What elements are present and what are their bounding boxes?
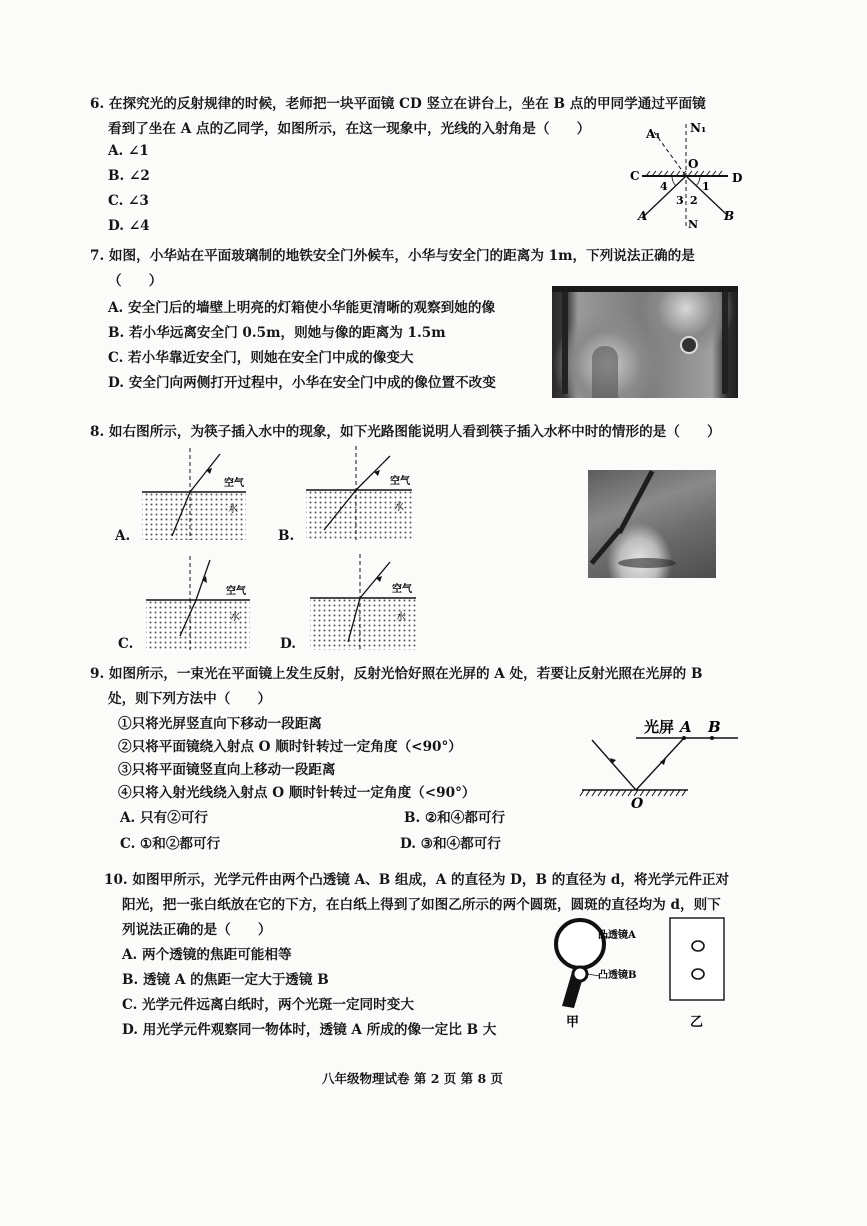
- q8-option-d-label: D.: [280, 636, 297, 652]
- q9-statement-2: ②只将平面镜绕入射点 O 顺时针转过一定角度（<90°）: [118, 739, 462, 755]
- q6-label-a: A: [638, 209, 648, 223]
- page-footer: 八年级物理试卷 第 2 页 第 8 页: [322, 1071, 504, 1086]
- q6-option-d: D. ∠4: [108, 218, 150, 234]
- q9-stem-line1: 9. 如图所示，一束光在平面镜上发生反射，反射光恰好照在光屏的 A 处，若要让反射光照在光屏的 B: [90, 666, 703, 682]
- q9-statement-1: ①只将光屏竖直向下移动一段距离: [118, 716, 322, 732]
- q6-label-n1: N₁: [690, 121, 707, 135]
- q7-subway-door-photo: [552, 286, 738, 398]
- q10-stem-line1: 10. 如图甲所示，光学元件由两个凸透镜 A、B 组成，A 的直径为 D，B 的直径为 d，将光学元件正对: [104, 872, 730, 888]
- q8-chopstick-photo: [588, 470, 716, 578]
- q6-label-angle4: 4: [660, 180, 668, 193]
- q8-option-a-label: A.: [115, 528, 131, 544]
- q6-label-angle3: 3: [676, 194, 684, 207]
- q6-option-b: B. ∠2: [108, 168, 150, 184]
- q8-c-water-label: 水: [230, 612, 240, 623]
- q8-diagram-d: [308, 554, 420, 654]
- q9-option-d: D. ③和④都可行: [400, 836, 501, 852]
- q8-a-air-label: 空气: [224, 478, 244, 489]
- q8-diagram-a: [140, 448, 250, 544]
- q10-option-d: D. 用光学元件观察同一物体时，透镜 A 所成的像一定比 B 大: [122, 1022, 497, 1038]
- q7-option-c: C. 若小华靠近安全门，则她在安全门中成的像变大: [108, 350, 414, 366]
- q8-option-c-label: C.: [118, 636, 134, 652]
- q6-stem-line1: 6. 在探究光的反射规律的时候，老师把一块平面镜 CD 竖立在讲台上，坐在 B 点的甲同学通过平面镜: [90, 96, 706, 112]
- q8-diagram-b: [304, 446, 416, 544]
- q6-stem-line2: 看到了坐在 A 点的乙同学，如图所示，在这一现象中，光线的入射角是（ ）: [108, 121, 591, 137]
- q10-stem-line3: 列说法正确的是（ ）: [122, 922, 272, 938]
- q9-point-a: A: [680, 718, 692, 736]
- q9-statement-4: ④只将入射光线绕入射点 O 顺时针转过一定角度（<90°）: [118, 785, 476, 801]
- q6-mirror-diagram: [620, 118, 750, 233]
- q6-label-o: O: [688, 157, 699, 171]
- q8-d-water-label: 水: [396, 612, 406, 623]
- q10-option-b: B. 透镜 A 的焦距一定大于透镜 B: [122, 972, 329, 988]
- q9-option-b: B. ②和④都可行: [404, 810, 506, 826]
- q9-option-c: C. ①和②都可行: [120, 836, 221, 852]
- q8-stem-line1: 8. 如右图所示，为筷子插入水中的现象，如下光路图能说明人看到筷子插入水杯中时的情形的是（ ）: [90, 424, 721, 440]
- q10-paper-diagram-yi: [668, 916, 730, 1030]
- q8-option-b-label: B.: [278, 528, 295, 544]
- q6-label-c: C: [630, 169, 640, 183]
- q9-point-o: O: [631, 796, 644, 812]
- q6-label-angle2: 2: [690, 194, 698, 207]
- q6-option-c: C. ∠3: [108, 193, 149, 209]
- q9-option-a: A. 只有②可行: [120, 810, 208, 826]
- q7-stem-line2: （ ）: [108, 273, 163, 289]
- q9-reflection-diagram: [576, 708, 746, 812]
- q8-diagram-c: [144, 556, 256, 654]
- q10-option-a: A. 两个透镜的焦距可能相等: [122, 947, 292, 963]
- q9-point-b: B: [708, 718, 721, 736]
- q6-label-angle1: 1: [702, 180, 710, 193]
- q7-option-a: A. 安全门后的墙壁上明亮的灯箱使小华能更清晰的观察到她的像: [108, 300, 496, 316]
- q10-option-c: C. 光学元件远离白纸时，两个光斑一定同时变大: [122, 997, 414, 1013]
- q10-lens-diagram-jia: [550, 910, 670, 1028]
- q9-statement-3: ③只将平面镜竖直向上移动一段距离: [118, 762, 336, 778]
- q6-option-a: A. ∠1: [108, 143, 149, 159]
- q6-label-a1: A₁: [646, 127, 661, 141]
- q8-b-water-label: 水: [394, 502, 404, 513]
- q9-stem-line2: 处，则下列方法中（ ）: [108, 691, 272, 707]
- q6-label-d: D: [732, 171, 743, 185]
- q10-lens-b-label: 凸透镜B: [598, 970, 637, 981]
- q7-option-b: B. 若小华远离安全门 0.5m，则她与像的距离为 1.5m: [108, 325, 446, 341]
- q7-stem-line1: 7. 如图，小华站在平面玻璃制的地铁安全门外候车，小华与安全门的距离为 1m，下列说法正确的是: [90, 248, 695, 264]
- q8-a-water-label: 水: [228, 504, 238, 515]
- q10-stem-line2: 阳光，把一张白纸放在它的下方，在白纸上得到了如图乙所示的两个圆斑，圆斑的直径均为 d，则下: [122, 897, 721, 913]
- q10-fig-jia-label: 甲: [566, 1015, 580, 1030]
- q10-lens-a-label: 凸透镜A: [598, 930, 636, 941]
- q6-label-b: B: [724, 209, 735, 223]
- q7-option-d: D. 安全门向两侧打开过程中，小华在安全门中成的像位置不改变: [108, 375, 496, 391]
- q8-d-air-label: 空气: [392, 584, 412, 595]
- q9-screen-label: 光屏: [644, 718, 675, 736]
- q6-label-n: N: [688, 218, 699, 231]
- q8-c-air-label: 空气: [226, 586, 246, 597]
- q8-b-air-label: 空气: [390, 476, 410, 487]
- q10-fig-yi-label: 乙: [690, 1015, 704, 1030]
